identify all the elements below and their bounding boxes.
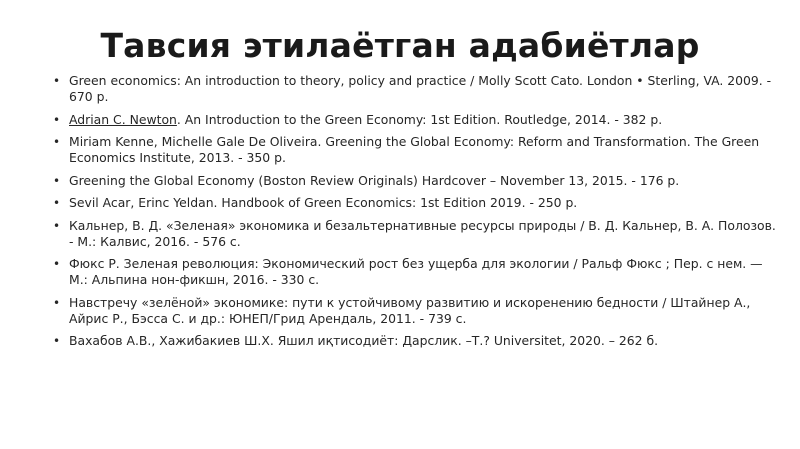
reference-text: Навстречу «зелёной» экономике: пути к устойчивому развитию и искоренению бедности / Штайнер А., Айрис Р., Бэсса С. и др.: ЮНЕП/Грид Арендаль, 2011. - 739 с. bbox=[69, 294, 751, 326]
bullet-icon: • bbox=[53, 196, 61, 210]
reference-text: Фюкс Р. Зеленая революция: Экономический рост без ущерба для экологии / Ральф Фюкс ; Пер. с нем. — М.: Альпина нон-фикшн, 2016. - 330 с. bbox=[69, 256, 763, 287]
bullet-icon: • bbox=[53, 295, 61, 310]
reference-item bbox=[52, 218, 777, 250]
reference-item bbox=[52, 295, 777, 327]
reference-text: Greening the Global Economy (Boston Review Originals) Hardcover – November 13, 2015. - 176 p. bbox=[69, 172, 680, 188]
reference-item bbox=[52, 195, 777, 211]
reference-item bbox=[52, 112, 777, 128]
bullet-icon: • bbox=[53, 74, 61, 88]
reference-text: Green economics: An introduction to theory, policy and practice / Molly Scott Cato. London • Sterling, VA. 2009. - 670 p. bbox=[69, 73, 772, 104]
reference-item bbox=[52, 333, 777, 349]
reference-text: Sevil Acar, Erinc Yeldan. Handbook of Green Economics: 1st Edition 2019. - 250 p. bbox=[69, 195, 578, 210]
bullet-icon: • bbox=[53, 112, 61, 127]
bullet-icon: • bbox=[53, 173, 61, 188]
reference-text: Кальнер, В. Д. «Зеленая» экономика и безальтернативные ресурсы природы / В. Д. Кальнер, В. А. Полозов. - М.: Калвис, 2016. - 576 с. bbox=[69, 217, 776, 249]
reference-item bbox=[52, 134, 777, 166]
reference-text: Miriam Kenne, Michelle Gale De Oliveira. Greening the Global Economy: Reform and Transformation. The Green Economics Institute, 2013. - 350 p. bbox=[69, 134, 760, 165]
reference-item bbox=[52, 73, 777, 105]
slide-title: Тавсия этилаётган адабиётлар bbox=[100, 26, 700, 65]
bullet-icon: • bbox=[53, 257, 61, 271]
bullet-icon: • bbox=[53, 135, 61, 149]
reference-list bbox=[52, 73, 777, 356]
reference-text: . An Introduction to the Green Economy: 1st Edition. Routledge, 2014. - 382 p. bbox=[176, 111, 663, 127]
reference-item bbox=[52, 173, 777, 189]
bullet-icon: • bbox=[53, 334, 61, 348]
author-link[interactable]: Adrian C. Newton bbox=[69, 111, 177, 127]
reference-text: Вахабов А.В., Хажибакиев Ш.Х. Яшил иқтисодиёт: Дарслик. –Т.? Universitet, 2020. – 262 б. bbox=[69, 333, 659, 348]
bullet-icon: • bbox=[53, 218, 61, 233]
reference-item bbox=[52, 256, 777, 288]
